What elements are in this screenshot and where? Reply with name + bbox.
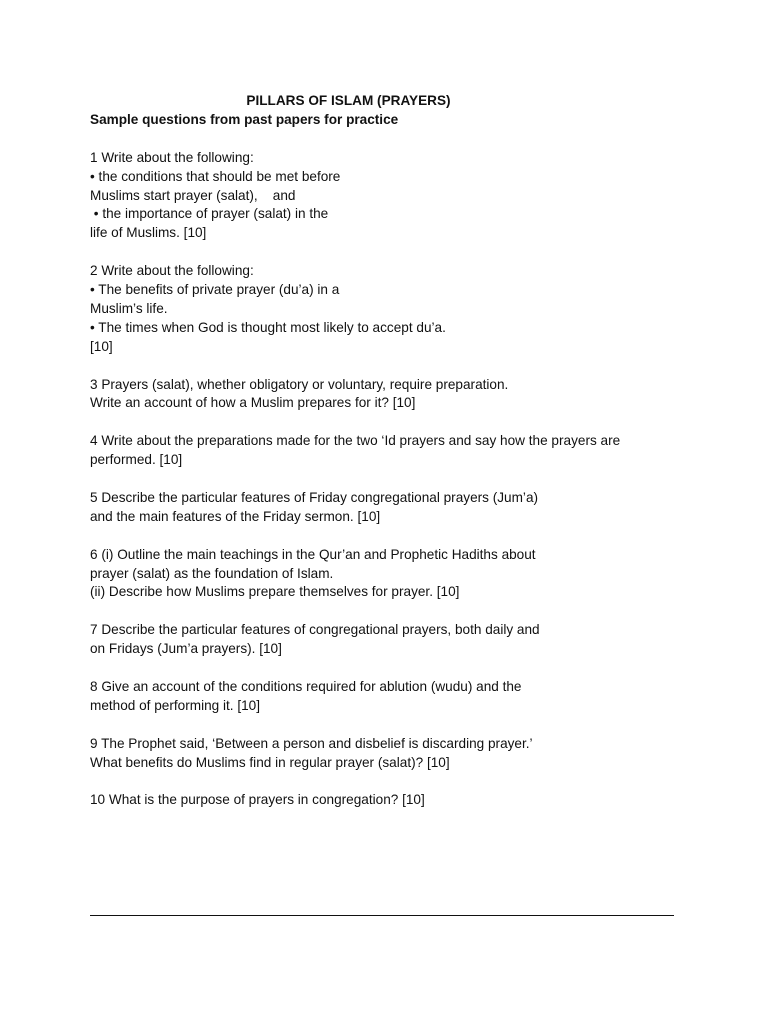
question-line: life of Muslims. [10] [90, 225, 207, 241]
question-7 [90, 621, 690, 659]
question-10 [90, 791, 690, 810]
document-subtitle: Sample questions from past papers for practice [90, 111, 399, 127]
question-line: [10] [90, 338, 113, 354]
question-5 [90, 489, 690, 527]
question-8 [90, 678, 690, 716]
question-line: on Fridays (Jum’a prayers). [10] [90, 641, 282, 657]
document-body [90, 92, 690, 810]
question-line: 2 Write about the following: [90, 263, 254, 279]
footer-rule [90, 915, 674, 916]
question-line: method of performing it. [10] [90, 697, 261, 713]
question-line: 7 Describe the particular features of congregational prayers, both daily and [90, 622, 540, 638]
question-line: Write an account of how a Muslim prepares for it? [10] [90, 395, 416, 411]
question-1 [90, 149, 690, 244]
document-title: PILLARS OF ISLAM (PRAYERS) [246, 93, 451, 108]
question-9 [90, 735, 690, 773]
question-line: 10 What is the purpose of prayers in congregation? [10] [90, 792, 425, 808]
question-line: 8 Give an account of the conditions required for ablution (wudu) and the [90, 678, 522, 694]
question-4 [90, 432, 690, 470]
question-line: 4 Write about the preparations made for the two ‘Id prayers and say how the prayers are [90, 433, 621, 449]
question-line: Muslim’s life. [90, 300, 168, 316]
question-2 [90, 262, 690, 357]
question-line: • the conditions that should be met before [90, 168, 341, 184]
question-line: 9 The Prophet said, ‘Between a person and disbelief is discarding prayer.’ [90, 735, 533, 751]
question-6 [90, 546, 690, 603]
question-line: performed. [10] [90, 452, 183, 468]
question-line: 3 Prayers (salat), whether obligatory or voluntary, require preparation. [90, 376, 509, 392]
question-line: What benefits do Muslims find in regular prayer (salat)? [10] [90, 754, 450, 770]
question-line: • The times when God is thought most likely to accept du’a. [90, 319, 446, 335]
question-line: 5 Describe the particular features of Friday congregational prayers (Jum’a) [90, 489, 539, 505]
question-line: (ii) Describe how Muslims prepare themselves for prayer. [10] [90, 584, 460, 600]
question-line: Muslims start prayer (salat), and [90, 187, 296, 203]
question-line: and the main features of the Friday sermon. [10] [90, 508, 381, 524]
question-list [90, 149, 690, 811]
question-line: prayer (salat) as the foundation of Islam. [90, 565, 334, 581]
question-line: 6 (i) Outline the main teachings in the Qur’an and Prophetic Hadiths about [90, 546, 536, 562]
question-line: • the importance of prayer (salat) in the [90, 206, 329, 222]
question-3 [90, 376, 690, 414]
question-line: • The benefits of private prayer (du’a) in a [90, 282, 340, 298]
question-line: 1 Write about the following: [90, 149, 254, 165]
